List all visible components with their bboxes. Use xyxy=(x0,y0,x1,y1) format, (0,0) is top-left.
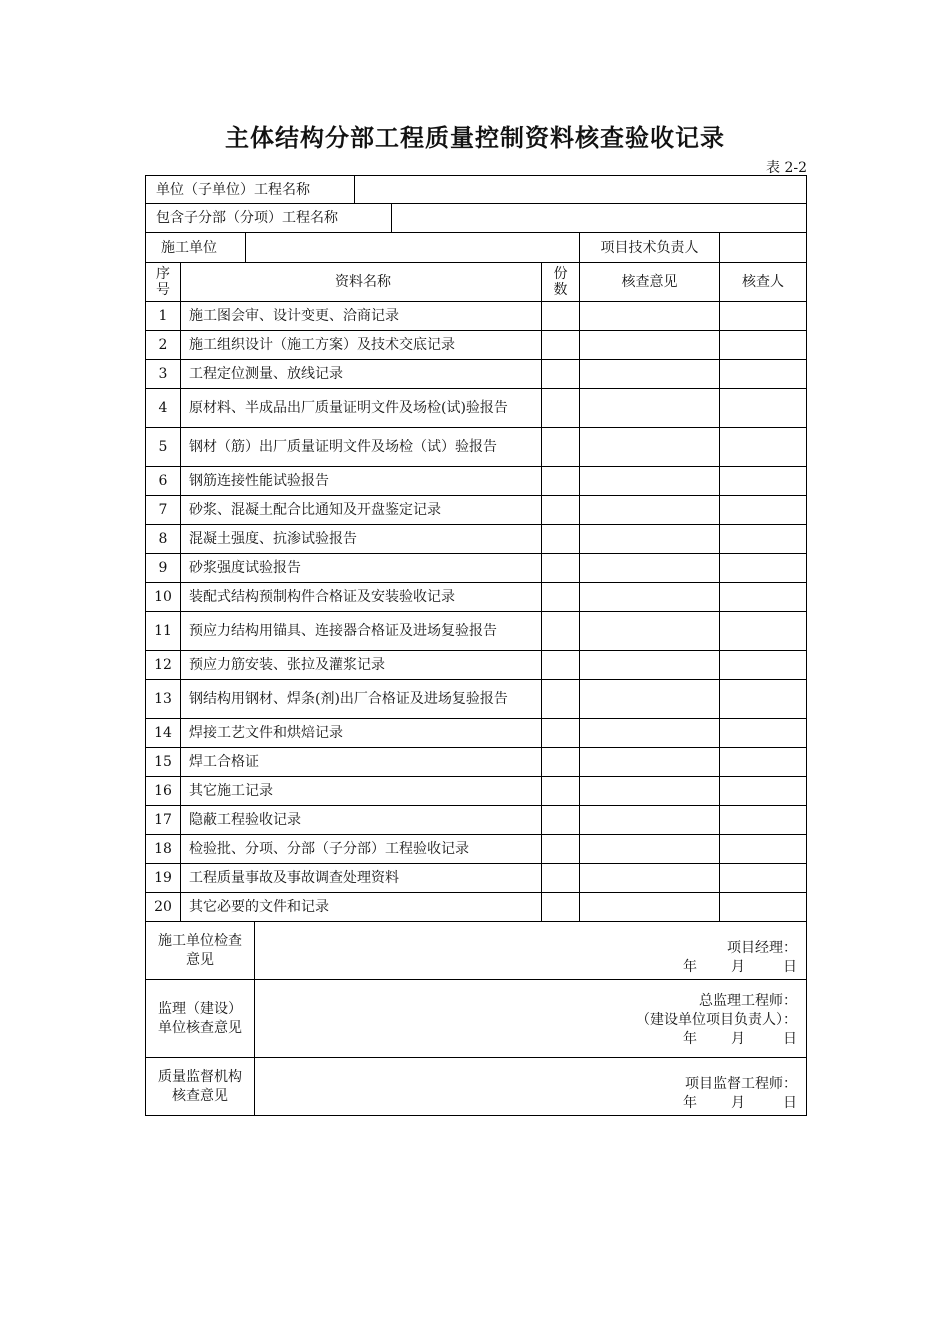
item-name: 钢筋连接性能试验报告 xyxy=(181,467,542,495)
item-opinion-field[interactable] xyxy=(580,777,720,805)
item-name: 施工组织设计（施工方案）及技术交底记录 xyxy=(181,331,542,359)
item-list xyxy=(145,302,807,922)
quality-year: 年 xyxy=(683,1095,697,1111)
column-checker: 核查人 xyxy=(742,274,784,290)
item-checker-field[interactable] xyxy=(720,651,806,679)
item-no: 8 xyxy=(146,525,181,553)
constructor-signoff-area[interactable] xyxy=(255,922,806,979)
constructor-signoff xyxy=(145,922,807,980)
table-row xyxy=(145,835,807,864)
sub-project-field[interactable] xyxy=(392,204,806,232)
item-qty-field[interactable] xyxy=(542,777,580,805)
table-row xyxy=(145,428,807,467)
item-opinion-field[interactable] xyxy=(580,719,720,747)
item-checker-field[interactable] xyxy=(720,777,806,805)
item-name: 砂浆强度试验报告 xyxy=(181,554,542,582)
quality-signoff xyxy=(145,1058,807,1116)
unit-name-row xyxy=(145,175,807,204)
table-row xyxy=(145,389,807,428)
item-no: 10 xyxy=(146,583,181,611)
item-opinion-field[interactable] xyxy=(580,525,720,553)
quality-signoff-label: 质量监督机构核查意见 xyxy=(146,1058,255,1115)
item-checker-field[interactable] xyxy=(720,893,806,921)
item-opinion-field[interactable] xyxy=(580,864,720,892)
column-qty: 份数 xyxy=(542,263,580,301)
item-no: 6 xyxy=(146,467,181,495)
item-no: 14 xyxy=(146,719,181,747)
item-checker-field[interactable] xyxy=(720,525,806,553)
item-checker-field[interactable] xyxy=(720,748,806,776)
item-opinion-field[interactable] xyxy=(580,496,720,524)
item-name: 施工图会审、设计变更、洽商记录 xyxy=(181,302,542,330)
item-name: 工程质量事故及事故调查处理资料 xyxy=(181,864,542,892)
column-no: 序号 xyxy=(146,263,181,301)
constructor-signer: 项目经理： xyxy=(727,940,797,956)
constructor-row xyxy=(145,233,807,263)
page-title: 主体结构分部工程质量控制资料核查验收记录 xyxy=(225,123,725,152)
item-name: 隐蔽工程验收记录 xyxy=(181,806,542,834)
item-no: 1 xyxy=(146,302,181,330)
item-name: 检验批、分项、分部（子分部）工程验收记录 xyxy=(181,835,542,863)
tech-lead-field[interactable] xyxy=(720,233,806,262)
item-checker-field[interactable] xyxy=(720,864,806,892)
item-checker-field[interactable] xyxy=(720,806,806,834)
item-name: 工程定位测量、放线记录 xyxy=(181,360,542,388)
item-checker-field[interactable] xyxy=(720,835,806,863)
item-no: 9 xyxy=(146,554,181,582)
table-row xyxy=(145,864,807,893)
quality-signer: 项目监督工程师： xyxy=(685,1076,797,1092)
item-opinion-field[interactable] xyxy=(580,467,720,495)
supervisor-signoff-label: 监理（建设）单位核查意见 xyxy=(146,980,255,1057)
item-opinion-field[interactable] xyxy=(580,360,720,388)
constructor-signoff-label: 施工单位检查意见 xyxy=(146,922,255,979)
item-name: 钢结构用钢材、焊条(剂)出厂合格证及进场复验报告 xyxy=(181,680,542,718)
table-row xyxy=(145,612,807,651)
item-qty-field[interactable] xyxy=(542,651,580,679)
item-name: 其它必要的文件和记录 xyxy=(181,893,542,921)
column-opinion: 核查意见 xyxy=(580,263,720,301)
table-row xyxy=(145,302,807,331)
item-checker-field[interactable] xyxy=(720,467,806,495)
item-no: 4 xyxy=(146,389,181,427)
item-checker-field[interactable] xyxy=(720,583,806,611)
supervisor-signoff xyxy=(145,980,807,1058)
item-qty-field[interactable] xyxy=(542,496,580,524)
table-row xyxy=(145,680,807,719)
column-header-row xyxy=(145,263,807,302)
table-row xyxy=(145,360,807,389)
supervisor-day: 日 xyxy=(783,1031,797,1047)
constructor-label: 施工单位 xyxy=(146,233,246,262)
item-qty-field[interactable] xyxy=(542,719,580,747)
item-no: 17 xyxy=(146,806,181,834)
column-name: 资料名称 xyxy=(181,263,542,301)
item-no: 7 xyxy=(146,496,181,524)
item-qty-field[interactable] xyxy=(542,806,580,834)
tech-lead-label: 项目技术负责人 xyxy=(580,233,720,262)
item-qty-field[interactable] xyxy=(542,360,580,388)
sub-project-row xyxy=(145,204,807,233)
supervisor-signoff-area[interactable] xyxy=(255,980,806,1057)
item-no: 20 xyxy=(146,893,181,921)
item-checker-field[interactable] xyxy=(720,331,806,359)
item-no: 2 xyxy=(146,331,181,359)
quality-day: 日 xyxy=(783,1095,797,1111)
item-name: 原材料、半成品出厂质量证明文件及场检(试)验报告 xyxy=(181,389,542,427)
item-name: 其它施工记录 xyxy=(181,777,542,805)
item-qty-field[interactable] xyxy=(542,612,580,650)
item-checker-field[interactable] xyxy=(720,302,806,330)
unit-name-field[interactable] xyxy=(355,176,806,203)
item-opinion-field[interactable] xyxy=(580,331,720,359)
quality-signoff-area[interactable] xyxy=(255,1058,806,1115)
table-row xyxy=(145,554,807,583)
item-checker-field[interactable] xyxy=(720,554,806,582)
item-checker-field[interactable] xyxy=(720,389,806,427)
item-name: 装配式结构预制构件合格证及安装验收记录 xyxy=(181,583,542,611)
quality-month: 月 xyxy=(731,1095,745,1111)
item-qty-field[interactable] xyxy=(542,835,580,863)
item-opinion-field[interactable] xyxy=(580,835,720,863)
item-checker-field[interactable] xyxy=(720,612,806,650)
item-name: 预应力筋安装、张拉及灌浆记录 xyxy=(181,651,542,679)
table-row xyxy=(145,525,807,554)
table-row xyxy=(145,583,807,612)
item-name: 砂浆、混凝土配合比通知及开盘鉴定记录 xyxy=(181,496,542,524)
item-qty-field[interactable] xyxy=(542,525,580,553)
item-opinion-field[interactable] xyxy=(580,651,720,679)
item-opinion-field[interactable] xyxy=(580,389,720,427)
table-row xyxy=(145,777,807,806)
supervisor-year: 年 xyxy=(683,1031,697,1047)
item-opinion-field[interactable] xyxy=(580,680,720,718)
item-opinion-field[interactable] xyxy=(580,302,720,330)
item-checker-field[interactable] xyxy=(720,428,806,466)
item-opinion-field[interactable] xyxy=(580,612,720,650)
item-qty-field[interactable] xyxy=(542,554,580,582)
table-number: 表 2-2 xyxy=(766,160,807,176)
unit-name-label: 单位（子单位）工程名称 xyxy=(146,176,355,203)
table-row xyxy=(145,719,807,748)
table-row xyxy=(145,496,807,525)
item-qty-field[interactable] xyxy=(542,864,580,892)
item-checker-field[interactable] xyxy=(720,680,806,718)
constructor-field[interactable] xyxy=(246,233,580,262)
constructor-year: 年 xyxy=(683,959,697,975)
table-row xyxy=(145,806,807,835)
item-name: 焊工合格证 xyxy=(181,748,542,776)
table-row xyxy=(145,331,807,360)
item-opinion-field[interactable] xyxy=(580,583,720,611)
item-name: 预应力结构用锚具、连接器合格证及进场复验报告 xyxy=(181,612,542,650)
item-no: 18 xyxy=(146,835,181,863)
supervisor-signer: 总监理工程师： xyxy=(699,993,797,1009)
item-no: 3 xyxy=(146,360,181,388)
constructor-month: 月 xyxy=(731,959,745,975)
item-qty-field[interactable] xyxy=(542,302,580,330)
item-opinion-field[interactable] xyxy=(580,554,720,582)
item-no: 13 xyxy=(146,680,181,718)
item-name: 焊接工艺文件和烘焙记录 xyxy=(181,719,542,747)
table-row xyxy=(145,467,807,496)
form-table xyxy=(145,175,807,1116)
item-checker-field[interactable] xyxy=(720,719,806,747)
item-qty-field[interactable] xyxy=(542,893,580,921)
item-qty-field[interactable] xyxy=(542,748,580,776)
item-no: 15 xyxy=(146,748,181,776)
item-qty-field[interactable] xyxy=(542,680,580,718)
item-checker-field[interactable] xyxy=(720,496,806,524)
item-qty-field[interactable] xyxy=(542,428,580,466)
supervisor-signer-alt: （建设单位项目负责人）： xyxy=(636,1012,797,1028)
item-qty-field[interactable] xyxy=(542,389,580,427)
table-row xyxy=(145,893,807,922)
item-name: 混凝土强度、抗渗试验报告 xyxy=(181,525,542,553)
sub-project-label: 包含子分部（分项）工程名称 xyxy=(146,204,392,232)
item-no: 12 xyxy=(146,651,181,679)
supervisor-month: 月 xyxy=(731,1031,745,1047)
item-checker-field[interactable] xyxy=(720,360,806,388)
constructor-day: 日 xyxy=(783,959,797,975)
item-qty-field[interactable] xyxy=(542,331,580,359)
table-row xyxy=(145,651,807,680)
item-name: 钢材（筋）出厂质量证明文件及场检（试）验报告 xyxy=(181,428,542,466)
item-no: 16 xyxy=(146,777,181,805)
table-row xyxy=(145,748,807,777)
item-no: 19 xyxy=(146,864,181,892)
item-no: 11 xyxy=(146,612,181,650)
item-opinion-field[interactable] xyxy=(580,806,720,834)
item-opinion-field[interactable] xyxy=(580,428,720,466)
item-no: 5 xyxy=(146,428,181,466)
item-qty-field[interactable] xyxy=(542,467,580,495)
item-opinion-field[interactable] xyxy=(580,893,720,921)
item-opinion-field[interactable] xyxy=(580,748,720,776)
item-qty-field[interactable] xyxy=(542,583,580,611)
